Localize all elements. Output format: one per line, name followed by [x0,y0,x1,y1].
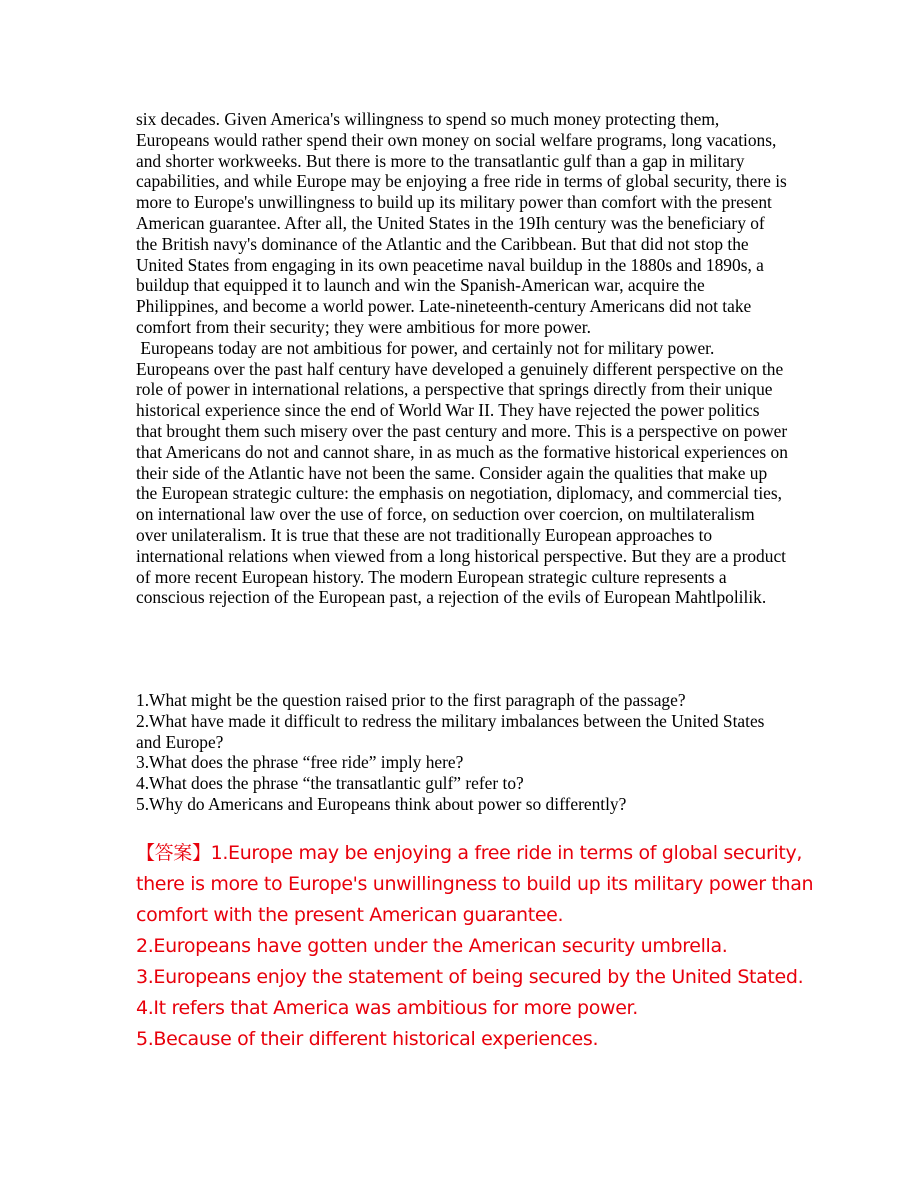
answer-item: 2.Europeans have gotten under the American security umbrella. [136,935,728,957]
answer-item: 5.Because of their different historical experiences. [136,1028,599,1050]
answer-text: 1.Europe may be enjoying a free ride in terms of global security, there is more to Europe's unwillingness to build up its military power than comfort with the present American guarantee. [136,842,814,926]
answer-label: 【答案】 [136,842,211,864]
answer-item: 3.Europeans enjoy the statement of being secured by the United Stated. [136,966,804,988]
answer-section [136,838,816,1055]
passage-paragraph-2: Europeans today are not ambitious for power, and certainly not for military power. Europeans over the past half century have developed a genuinely different perspective on the role of power in international relations, a perspective that springs directly from their unique historical experience since the end of World War II. They have rejected the power politics that brought them such misery over the past century and more. This is a perspective on power that Americans do not and cannot share, in as much as the formative historical experiences on their side of the Atlantic have not been the same. Consider again the qualities that make up the European strategic culture: the emphasis on negotiation, diplomacy, and commercial ties, on international law over the use of force, on seduction over coercion, on multilateralism over unilateralism. It is true that these are not traditionally European approaches to international relations when viewed from a long historical perspective. But they are a product of more recent European history. The modern European strategic culture represents a conscious rejection of the European past, a rejection of the evils of European Mahtlpolilik. [136,337,793,608]
question-item: 5.Why do Americans and Europeans think about power so differently? [136,793,627,814]
answer-item [136,838,816,931]
passage-text [136,109,793,608]
passage-paragraph-1: six decades. Given America's willingness to spend so much money protecting them, Europeans would rather spend their own money on social welfare programs, long vacations, and shorter workweeks. But there is more to the transatlantic gulf than a gap in military capabilities, and while Europe may be enjoying a free ride in terms of global security, there is more to Europe's unwillingness to build up its military power than comfort with the present American guarantee. After all, the United States in the 19Ih century was the beneficiary of the British navy's dominance of the Atlantic and the Caribbean. But that did not stop the United States from engaging in its own peacetime naval buildup in the 1880s and 1890s, a buildup that equipped it to launch and win the Spanish-American war, acquire the Philippines, and become a world power. Late-nineteenth-century Americans did not take comfort from their security; they were ambitious for more power. [136,109,792,337]
question-item: 1.What might be the question raised prior to the first paragraph of the passage? [136,690,686,710]
question-item: 3.What does the phrase “free ride” imply here? [136,752,464,773]
question-item: 4.What does the phrase “the transatlantic gulf” refer to? [136,773,524,794]
answer-item: 4.It refers that America was ambitious for more power. [136,997,638,1019]
question-item: 2.What have made it difficult to redress the military imbalances between the United States and Europe? [136,710,769,752]
question-list [136,690,788,815]
